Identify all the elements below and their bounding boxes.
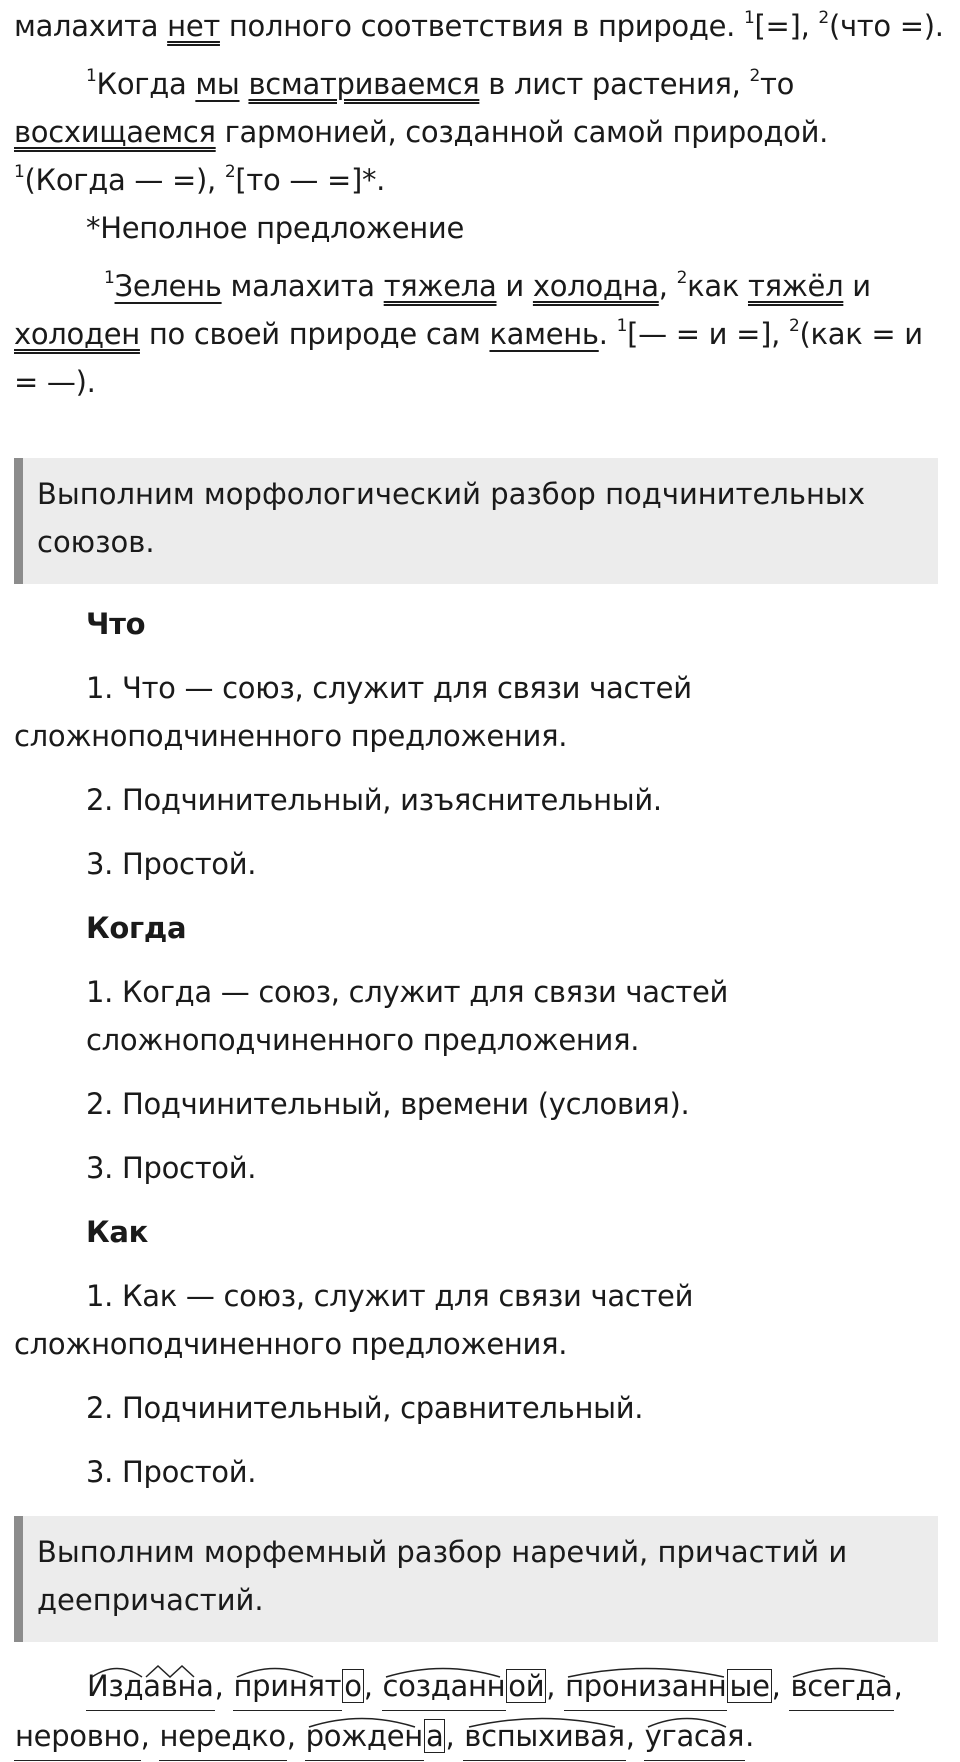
section-title-kogda: Когда xyxy=(86,911,187,945)
predicate-word: восхищаемся xyxy=(14,115,216,149)
morpheme-word xyxy=(463,1712,626,1761)
word-root: Издавна xyxy=(86,1662,215,1711)
superscript: 1 xyxy=(86,66,97,87)
scheme: [— = и =], xyxy=(627,317,781,351)
comma: , xyxy=(445,1719,455,1753)
word-ending: а xyxy=(425,1719,444,1753)
morpheme-analysis-line-2 xyxy=(14,1712,944,1761)
text: полного соответствия в природе. xyxy=(228,9,736,43)
superscript: 1 xyxy=(616,316,628,337)
superscript: 1 xyxy=(14,162,25,183)
word-stem: рожден xyxy=(305,1712,424,1761)
superscript: 2 xyxy=(224,162,236,183)
word: как xyxy=(687,269,740,303)
morpheme-word xyxy=(644,1712,746,1761)
comma: , xyxy=(286,1719,296,1753)
word: малахита xyxy=(230,269,375,303)
note: *Неполное предложение xyxy=(86,211,465,245)
list-item: 2. Подчинительный, времени (условия). xyxy=(86,1087,690,1121)
predicate-word: нет xyxy=(167,9,220,43)
comma: , xyxy=(771,1669,781,1703)
comma: , xyxy=(140,1719,150,1753)
comma: , xyxy=(658,269,668,303)
word-stem: пронизанн xyxy=(564,1662,727,1711)
list-item: 3. Простой. xyxy=(86,1151,257,1185)
morpheme-word xyxy=(382,1662,547,1711)
list-item: 1. Когда — союз, служит для связи частей xyxy=(86,975,729,1009)
scheme: [то — =]*. xyxy=(235,163,386,197)
scheme: (как = и = —). xyxy=(14,317,923,399)
morpheme-word xyxy=(233,1662,364,1711)
predicate-word: тяжёл xyxy=(747,269,844,303)
section-title-kak: Как xyxy=(86,1215,149,1249)
superscript: 1 xyxy=(104,268,115,289)
word-ending: ые xyxy=(729,1669,770,1703)
period: . xyxy=(598,317,608,351)
word-ending: ой xyxy=(508,1669,545,1703)
text: по своей природе сам xyxy=(148,317,481,351)
predicate-word: тяжела xyxy=(383,269,497,303)
info-box-morpheme xyxy=(14,1516,938,1642)
comma: , xyxy=(363,1669,373,1703)
comma: , xyxy=(546,1669,556,1703)
word-stem: угасая xyxy=(644,1712,746,1761)
word-ending: о xyxy=(344,1669,362,1703)
word-stem: принят xyxy=(233,1662,343,1711)
info-box-morphology xyxy=(14,458,938,584)
predicate-word: холоден xyxy=(14,317,140,351)
info-box-text: Выполним морфемный разбор наречий, причастий и деепричастий. xyxy=(37,1535,848,1617)
word-root: всегда xyxy=(789,1662,893,1711)
list-item: 3. Простой. xyxy=(86,1455,257,1489)
superscript: 1 xyxy=(744,8,755,29)
word: и xyxy=(505,269,524,303)
word-stem: созданн xyxy=(382,1662,507,1711)
predicate-word: всматриваемся xyxy=(248,67,480,101)
list-item: 2. Подчинительный, сравнительный. xyxy=(86,1391,644,1425)
text: гармонией, созданной самой природой. xyxy=(224,115,829,149)
period: . xyxy=(745,1719,755,1753)
subject-word: Зелень xyxy=(114,269,222,303)
comma: , xyxy=(893,1669,903,1703)
paragraph-3 xyxy=(14,262,944,406)
list-item: сложноподчиненного предложения. xyxy=(86,1023,640,1057)
morpheme-word xyxy=(564,1662,771,1711)
scheme: (что =). xyxy=(828,9,944,43)
scheme: (Когда — =), xyxy=(24,163,216,197)
word-root: нередко xyxy=(159,1712,287,1761)
paragraph-1 xyxy=(14,2,944,50)
paragraph-2 xyxy=(14,60,944,204)
text: в лист растения, xyxy=(488,67,741,101)
superscript: 2 xyxy=(818,8,829,29)
word: то xyxy=(760,67,795,101)
section-title-chto: Что xyxy=(86,607,146,641)
superscript: 2 xyxy=(788,316,800,337)
list-item: 2. Подчинительный, изъяснительный. xyxy=(86,783,662,817)
list-item: 1. Как — союз, служит для связи частей сложноподчиненного предложения. xyxy=(14,1279,694,1361)
list-item: 3. Простой. xyxy=(86,847,257,881)
subject-word: мы xyxy=(195,67,240,101)
word: и xyxy=(852,269,871,303)
comma: , xyxy=(214,1669,224,1703)
morpheme-analysis xyxy=(14,1662,944,1711)
comma: , xyxy=(625,1719,635,1753)
superscript: 2 xyxy=(749,66,761,87)
word: Когда xyxy=(96,67,187,101)
morpheme-word xyxy=(86,1662,215,1711)
morpheme-word xyxy=(789,1662,893,1711)
word-root: неровно xyxy=(14,1712,141,1761)
morpheme-word xyxy=(14,1712,141,1761)
list-item: 1. Что — союз, служит для связи частей сложноподчиненного предложения. xyxy=(14,671,692,753)
word: малахита xyxy=(14,9,159,43)
info-box-text: Выполним морфологический разбор подчинительных союзов. xyxy=(37,477,865,559)
superscript: 2 xyxy=(676,268,688,289)
word-stem: вспыхивая xyxy=(463,1712,626,1761)
predicate-word: холодна xyxy=(532,269,659,303)
subject-word: камень xyxy=(489,317,599,351)
morpheme-word xyxy=(305,1712,446,1761)
morpheme-word xyxy=(159,1712,287,1761)
scheme: [=], xyxy=(754,9,810,43)
